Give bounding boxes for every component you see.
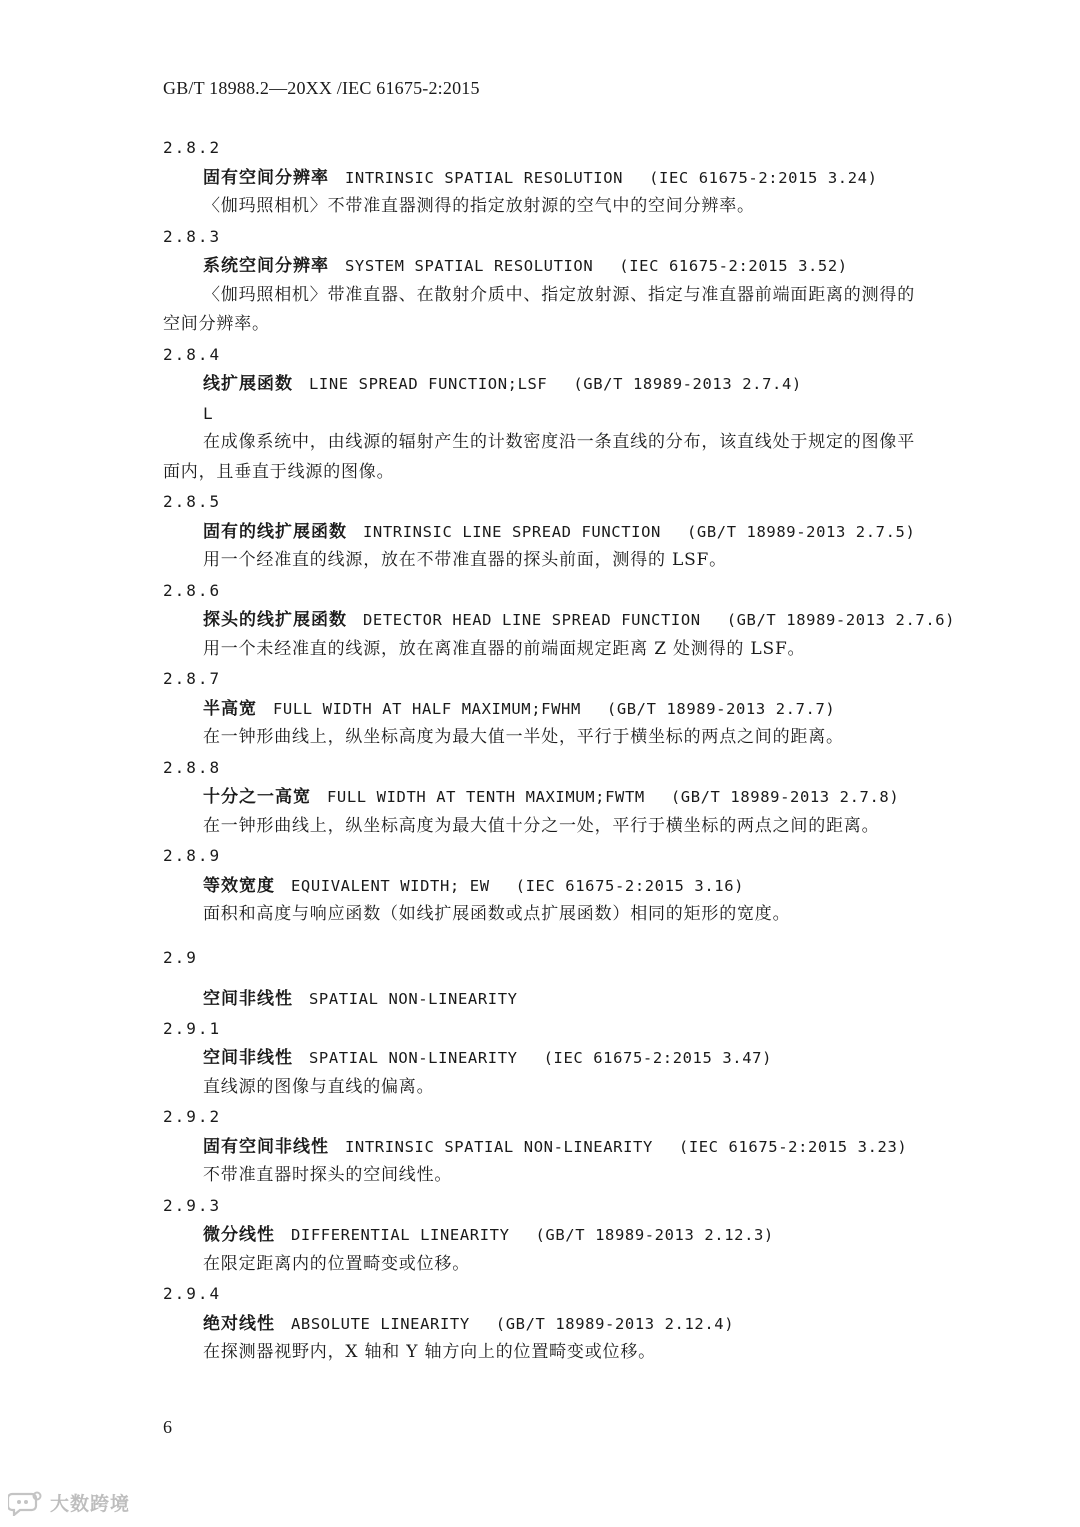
term-reference: (IEC 61675-2:2015 3.52) <box>619 257 848 275</box>
document-body <box>163 133 956 1368</box>
term-zh: 等效宽度 <box>203 875 275 896</box>
term-zh: 十分之一高宽 <box>203 787 311 807</box>
clause-number: 2.8.7 <box>163 669 222 688</box>
section-title-zh: 空间非线性 <box>203 989 293 1009</box>
term-zh: 固有的线扩展函数 <box>203 521 347 542</box>
term-entry <box>163 340 923 488</box>
clause-number: 2.8.3 <box>163 226 222 246</box>
term-definition: 在一钟形曲线上，纵坐标高度为最大值十分之一处，平行于横坐标的两点之间的距离。 <box>203 815 880 836</box>
term-zh: 线扩展函数 <box>203 374 293 394</box>
term-en: DETECTOR HEAD LINE SPREAD FUNCTION <box>363 611 701 629</box>
term-en: FULL WIDTH AT HALF MAXIMUM;FWHM <box>273 699 581 718</box>
term-reference: (IEC 61675-2:2015 3.24) <box>649 168 878 187</box>
term-reference: (GB/T 18989-2013 2.7.7) <box>606 699 836 718</box>
term-zh: 系统空间分辨率 <box>203 256 329 276</box>
term-definition: 〈伽玛照相机〉带准直器、在散射介质中、指定放射源、指定与准直器前端面距离的测得的空间分辨率。 <box>163 284 915 334</box>
term-definition: 用一个未经准直的线源，放在离准直器的前端面规定距离 Z 处测得的 LSF。 <box>203 638 806 659</box>
term-line <box>203 1220 923 1250</box>
term-en: SPATIAL NON-LINEARITY <box>309 1049 518 1067</box>
term-en: EQUIVALENT WIDTH; EW <box>291 876 490 895</box>
term-definition: 在探测器视野内，X 轴和 Y 轴方向上的位置畸变或位移。 <box>203 1342 656 1362</box>
term-definition: 用一个经准直的线源，放在不带准直器的探头前面，测得的 LSF。 <box>203 550 727 570</box>
term-reference: (GB/T 18989-2013 2.7.8) <box>670 788 900 806</box>
term-entry <box>163 1279 923 1368</box>
chat-bubble-icon <box>8 1490 44 1516</box>
term-line <box>203 163 923 193</box>
clause-number: 2.8.8 <box>163 757 222 777</box>
document-header: GB/T 18988.2—20XX /IEC 61675-2:2015 <box>163 78 480 98</box>
term-line <box>203 1309 923 1339</box>
term-en: INTRINSIC SPATIAL RESOLUTION <box>345 168 624 187</box>
term-entry <box>163 753 923 842</box>
section-title <box>203 984 923 1014</box>
term-definition: 在成像系统中，由线源的辐射产生的计数密度沿一条直线的分布，该直线处于规定的图像平面内，且垂直于线源的图像。 <box>163 432 915 482</box>
term-zh: 固有空间非线性 <box>203 1136 329 1157</box>
term-entry <box>163 487 923 576</box>
term-line <box>203 605 956 635</box>
term-symbol: L <box>203 403 213 423</box>
clause-number: 2.8.6 <box>163 580 222 600</box>
term-reference: (GB/T 18989-2013 2.7.4) <box>573 375 802 393</box>
term-definition: 在一钟形曲线上，纵坐标高度为最大值一半处，平行于横坐标的两点之间的距离。 <box>203 727 844 747</box>
term-en: INTRINSIC LINE SPREAD FUNCTION <box>363 522 661 541</box>
clause-number: 2.8.2 <box>163 138 222 157</box>
term-reference: (GB/T 18989-2013 2.7.5) <box>686 522 916 541</box>
section-heading <box>163 943 923 1014</box>
term-reference: (GB/T 18989-2013 2.12.4) <box>495 1314 735 1333</box>
term-en: ABSOLUTE LINEARITY <box>291 1314 470 1333</box>
section-title-en: SPATIAL NON-LINEARITY <box>309 990 518 1008</box>
term-entry <box>163 1191 923 1280</box>
term-zh: 探头的线扩展函数 <box>203 610 347 630</box>
term-zh: 半高宽 <box>203 698 257 719</box>
term-en: LINE SPREAD FUNCTION;LSF <box>309 375 548 393</box>
term-line <box>203 694 923 724</box>
term-entry <box>163 222 923 340</box>
clause-number: 2.9.4 <box>163 1284 222 1303</box>
clause-number: 2.8.9 <box>163 846 222 865</box>
term-definition: 在限定距离内的位置畸变或位移。 <box>203 1253 470 1274</box>
term-en: FULL WIDTH AT TENTH MAXIMUM;FWTM <box>327 788 645 806</box>
clause-number: 2.9.1 <box>163 1018 222 1038</box>
term-line <box>203 1132 923 1162</box>
section-number: 2.9 <box>163 947 198 967</box>
term-entry <box>163 576 956 665</box>
term-entry <box>163 1102 923 1191</box>
term-reference: (IEC 61675-2:2015 3.16) <box>515 876 745 895</box>
term-entry <box>163 841 923 930</box>
clause-number: 2.8.5 <box>163 492 222 511</box>
term-line <box>203 251 923 281</box>
term-zh: 绝对线性 <box>203 1313 275 1334</box>
clause-number: 2.9.2 <box>163 1107 222 1126</box>
clause-number: 2.8.4 <box>163 344 222 364</box>
term-definition: 面积和高度与响应函数（如线扩展函数或点扩展函数）相同的矩形的宽度。 <box>203 904 791 924</box>
clause-number: 2.9.3 <box>163 1195 222 1215</box>
term-zh: 微分线性 <box>203 1225 275 1245</box>
term-reference: (IEC 61675-2:2015 3.47) <box>543 1049 773 1067</box>
term-en: INTRINSIC SPATIAL NON-LINEARITY <box>345 1137 653 1156</box>
term-reference: (GB/T 18989-2013 2.12.3) <box>535 1226 774 1244</box>
term-en: SYSTEM SPATIAL RESOLUTION <box>345 257 594 275</box>
term-line <box>203 517 923 547</box>
term-reference: (GB/T 18989-2013 2.7.6) <box>726 611 956 629</box>
watermark-text: 大数跨境 <box>50 1493 131 1515</box>
term-entry <box>163 664 923 753</box>
term-line <box>203 782 923 812</box>
term-definition: 直线源的图像与直线的偏离。 <box>203 1076 435 1097</box>
term-definition: 〈伽玛照相机〉不带准直器测得的指定放射源的空气中的空间分辨率。 <box>203 196 755 216</box>
term-line <box>203 1043 923 1073</box>
term-zh: 空间非线性 <box>203 1048 293 1068</box>
term-reference: (IEC 61675-2:2015 3.23) <box>678 1137 908 1156</box>
term-line <box>203 871 923 901</box>
term-line <box>203 369 923 399</box>
term-entry <box>163 1014 923 1103</box>
watermark <box>8 1489 130 1516</box>
term-zh: 固有空间分辨率 <box>203 167 329 188</box>
term-en: DIFFERENTIAL LINEARITY <box>291 1226 510 1244</box>
term-entry <box>163 133 923 222</box>
page-number: 6 <box>163 1417 172 1437</box>
term-definition: 不带准直器时探头的空间线性。 <box>203 1165 453 1185</box>
